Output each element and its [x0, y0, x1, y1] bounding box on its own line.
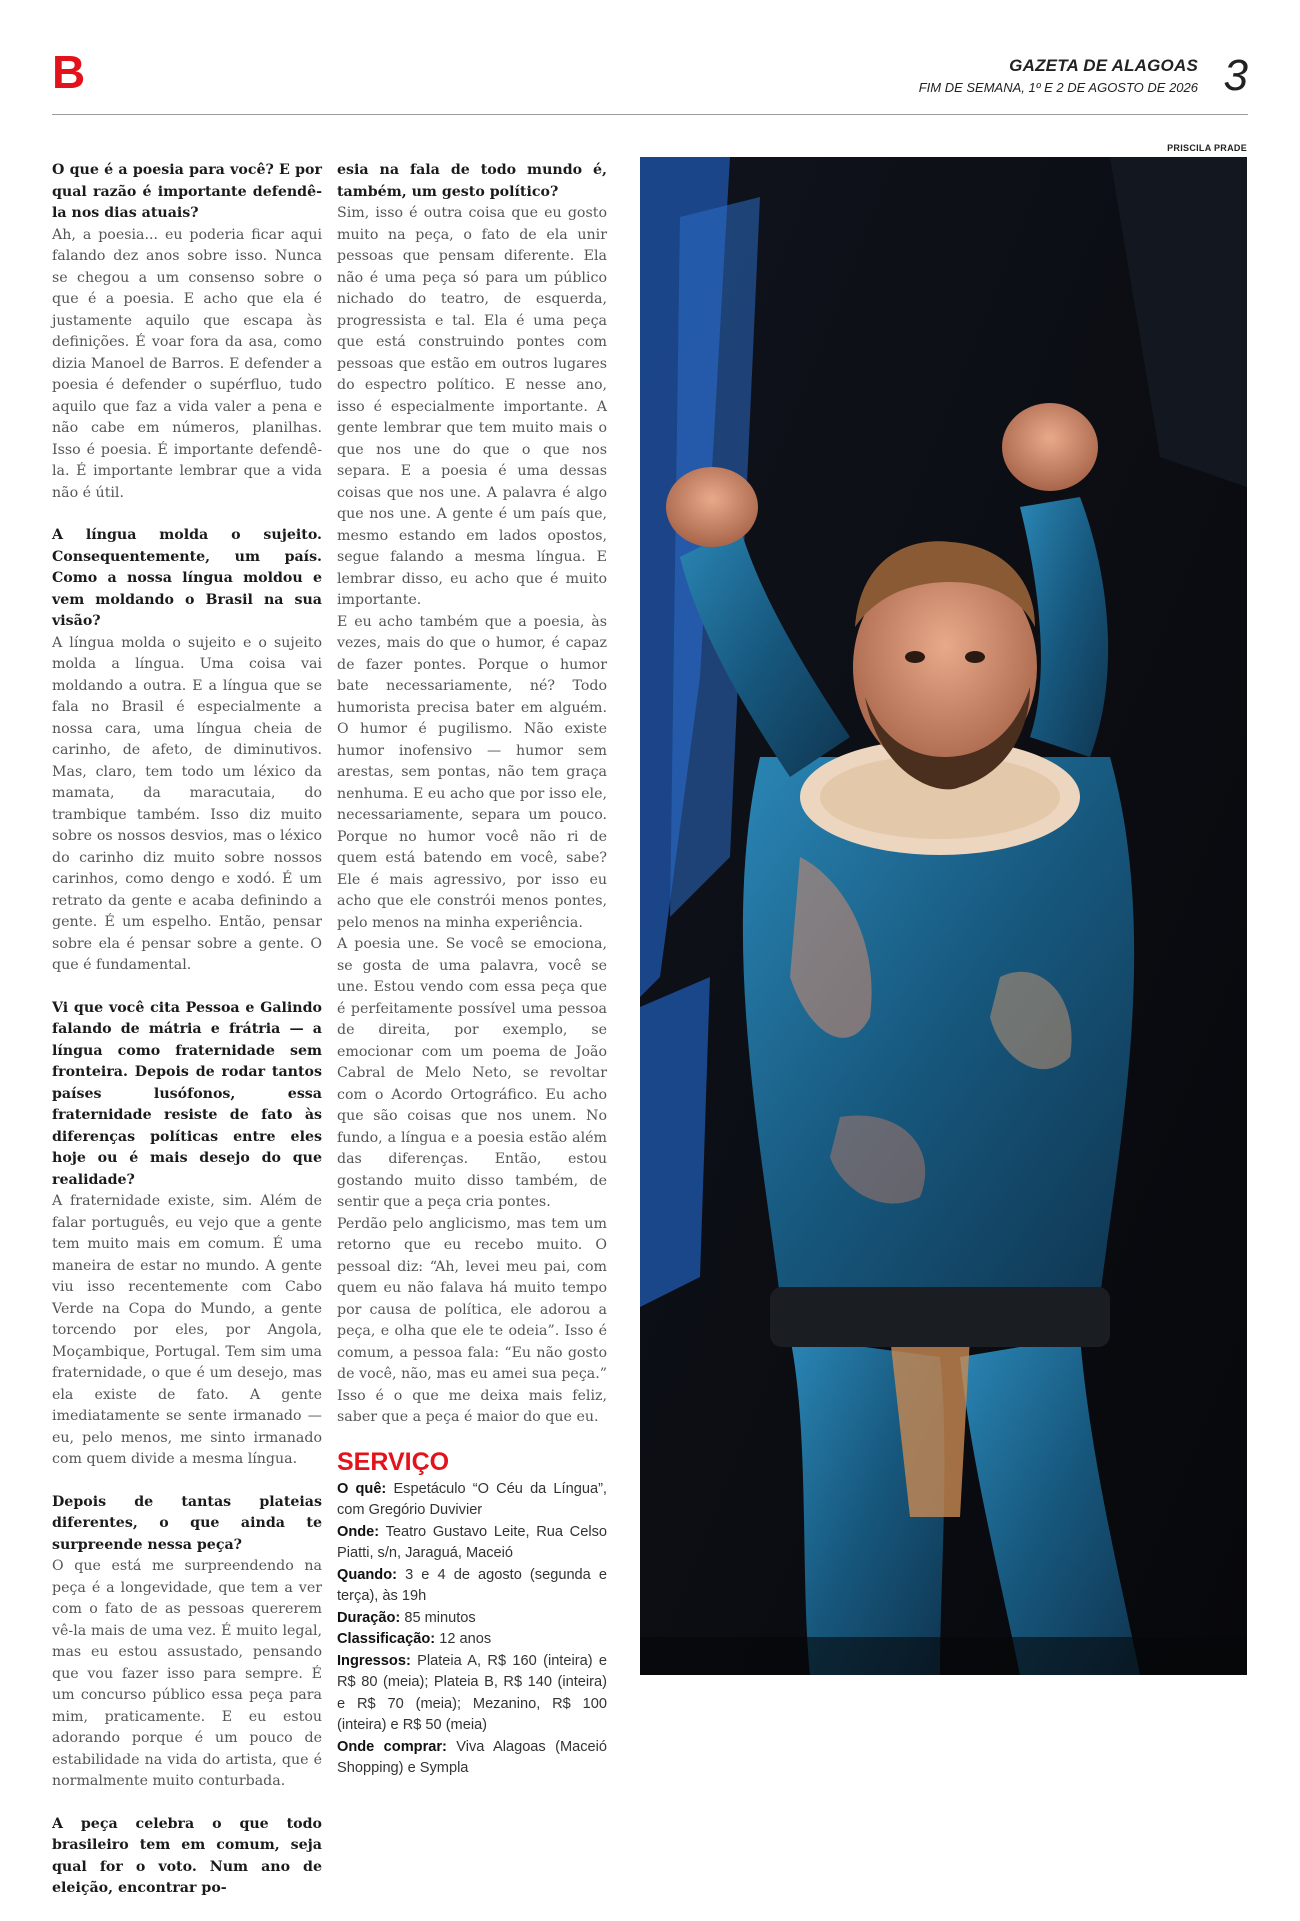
- servico-label: Quando:: [337, 1566, 397, 1583]
- qa-block: [52, 525, 322, 977]
- servico-label: Duração:: [337, 1609, 401, 1626]
- actor-on-stage-photo: [640, 157, 1247, 1675]
- servico-item: [337, 1629, 607, 1651]
- article-column-2: [337, 160, 607, 1780]
- qa-block: [52, 998, 322, 1471]
- servico-value: Espetáculo “O Céu da Língua”, com Gregório Duvivier: [337, 1480, 607, 1518]
- servico-value: 85 minutos: [404, 1609, 476, 1626]
- question: Depois de tantas plateias diferentes, o que ainda te surpreende nessa peça?: [52, 1493, 322, 1553]
- servico-label: O quê:: [337, 1480, 387, 1497]
- article-column-1: [52, 160, 322, 1921]
- servico-label: Onde:: [337, 1523, 380, 1540]
- servico-title: SERVIÇO: [337, 1447, 450, 1476]
- photo-illustration: [640, 157, 1247, 1675]
- edition-date: FIM DE SEMANA, 1º E 2 DE AGOSTO DE 2026: [918, 80, 1198, 95]
- qa-block: [52, 1814, 322, 1900]
- question: Vi que você cita Pessoa e Galindo falando de mátria e frátria — a língua como fraternidade sem fronteira. Depois de rodar tantos países lusófonos, essa fraternidade resiste de fato às diferenças políticas entre eles hoje ou é mais desejo do que realidade?: [52, 999, 322, 1188]
- answer: A fraternidade existe, sim. Além de falar português, eu vejo que a gente tem muito mais em comum. É uma maneira de estar no mundo. A gente viu isso recentemente com Cabo Verde na Copa do Mundo, a gente torcendo por eles, por Angola, Moçambique, Portugal. Tem sim uma fraternidade, o que é um desejo, mas ela existe de fato. A gente imediatamente se sente irmanado — eu, pelo menos, me sinto irmanado com quem divide a mesma língua.: [52, 1193, 322, 1467]
- answer-paragraph: Sim, isso é outra coisa que eu gosto muito na peça, o fato de ela unir pessoas que pensam diferente. Ela não é uma peça só para um público nichado do teatro, de esquerda, progressista e tal. Ela é uma peça que está construindo pontes com pessoas que estão em outros lugares do espectro político. E nesse ano, isso é especialmente importante. A gente lembrar que tem muito mais o que nos une do que o que nos separa. E a poesia é uma dessas coisas que nos une. A palavra é algo que nos une. A gente é um país que, mesmo estando em lados opostos, segue falando a mesma língua. E lembrar disso, eu acho que é muito importante.: [337, 205, 607, 608]
- question: A língua molda o sujeito. Consequentemente, um país. Como a nossa língua moldou e vem moldando o Brasil na sua visão?: [52, 527, 322, 629]
- servico-label: Onde comprar:: [337, 1738, 447, 1755]
- servico-label: Classificação:: [337, 1631, 436, 1647]
- answer-paragraph: A poesia une. Se você se emociona, se gosta de uma palavra, você se une. Estou vendo com essa peça que é perfeitamente possível uma pessoa de direita, por exemplo, se emocionar com um poema de João Cabral de Melo Neto, se revoltar com o Acordo Ortográfico. Eu acho que são coisas que nos unem. No fundo, a língua e a poesia estão além das diferenças. Então, estou gostando muito disso também, de sentir que a peça cria pontes.: [337, 936, 607, 1210]
- section-logo: B: [52, 46, 86, 98]
- answer: O que está me surpreendendo na peça é a longevidade, que tem a ver com o fato de as pessoas quererem vê-la mais de uma vez. É muito legal, mas eu estou assustado, pensando que vou fazer isso para sempre. É um concurso público essa peça para mim, praticamente. E eu estou adorando porque é um pouco de estabilidade na vida do artista, que é normalmente muito conturbada.: [52, 1558, 322, 1789]
- question: A peça celebra o que todo brasileiro tem em comum, seja qual for o voto. Num ano de eleição, encontrar po-: [52, 1815, 322, 1896]
- servico-item: [337, 1565, 607, 1608]
- servico-item: [337, 1737, 607, 1780]
- question-continued: esia na fala de todo mundo é, também, um gesto político?: [337, 162, 607, 200]
- header-divider: [52, 114, 1248, 115]
- answer-paragraph: E eu acho também que a poesia, às vezes, mais do que o humor, é capaz de fazer pontes. Porque o humor bate necessariamente, né? Todo humorista precisa bater em alguém. O humor é pugilismo. Não existe humor inofensivo — humor sem arestas, sem pontas, não tem graça nenhuma. E eu acho que por isso ele, necessariamente, separa um pouco. Porque no humor você não ri de quem está batendo em você, sabe? Ele é mais agressivo, por isso eu acho que ele constrói menos pontes, pelo menos na minha experiência.: [337, 613, 607, 931]
- masthead: [919, 56, 1198, 95]
- servico-item: [337, 1522, 607, 1565]
- answer: A língua molda o sujeito e o sujeito molda a língua. Uma coisa vai moldando a outra. E a língua que se fala no Brasil é especialmente a nossa cara, uma língua cheia de carinho, de afeto, de diminutivos. Mas, claro, tem todo um léxico da mamata, da maracutaia, do trambique também. Isso diz muito sobre os nossos desvios, mas o léxico do carinho diz muito sobre nossos carinhos, como dengo e xodó. É um retrato da gente e acaba definindo a gente. É um espelho. Então, pensar sobre ela é pensar sobre a gente. O que é fundamental.: [52, 634, 322, 973]
- photo-credit: PRISCILA PRADE: [1167, 143, 1247, 153]
- servico-value: 12 anos: [439, 1631, 492, 1647]
- servico-value: 3 e 4 de agosto (segunda e terça), às 19h: [337, 1566, 607, 1604]
- servico-item: [337, 1651, 607, 1737]
- question: O que é a poesia para você? E por qual razão é importante defendê-la nos dias atuais?: [52, 162, 322, 221]
- page-number: 3: [1223, 51, 1248, 100]
- paper-name: GAZETA DE ALAGOAS: [1009, 56, 1198, 75]
- answer: Ah, a poesia... eu poderia ficar aqui falando dez anos sobre isso. Nunca se chegou a um consenso sobre o que é a poesia. E acho que ela é justamente aquilo que escapa às definições. É voar fora da asa, como dizia Manoel de Barros. E defender a poesia é defender o supérfluo, tudo aquilo que faz a vida valer a pena e não cabe em números, planilhas. Isso é poesia. É importante defendê-la. É importante lembrar que a vida não é útil.: [52, 226, 322, 501]
- servico-value: Plateia A, R$ 160 (inteira) e R$ 80 (meia); Plateia B, R$ 140 (inteira) e R$ 70 (meia); Mezanino, R$ 100 (inteira) e R$ 50 (meia): [337, 1652, 608, 1733]
- servico-label: Ingressos:: [337, 1652, 411, 1669]
- servico-item: [337, 1479, 607, 1522]
- servico-value: Viva Alagoas (Maceió Shopping) e Sympla: [337, 1738, 607, 1776]
- servico-box: [337, 1447, 607, 1780]
- answer-paragraph: Perdão pelo anglicismo, mas tem um retorno que eu recebo muito. O pessoal diz: “Ah, levei meu pai, com quem eu não falava há muito tempo por causa de política, ele adorou a peça, e olha que ele te odeia”. Isso é comum, a pessoa fala: “Eu não gosto de você, não, mas eu amei sua peça.” Isso é o que me deixa mais feliz, saber que a peça é maior do que eu.: [337, 1215, 607, 1425]
- servico-value: Teatro Gustavo Leite, Rua Celso Piatti, s/n, Jaraguá, Maceió: [337, 1523, 607, 1561]
- qa-block: [52, 1492, 322, 1793]
- servico-item: [337, 1608, 607, 1630]
- qa-block: [52, 160, 322, 504]
